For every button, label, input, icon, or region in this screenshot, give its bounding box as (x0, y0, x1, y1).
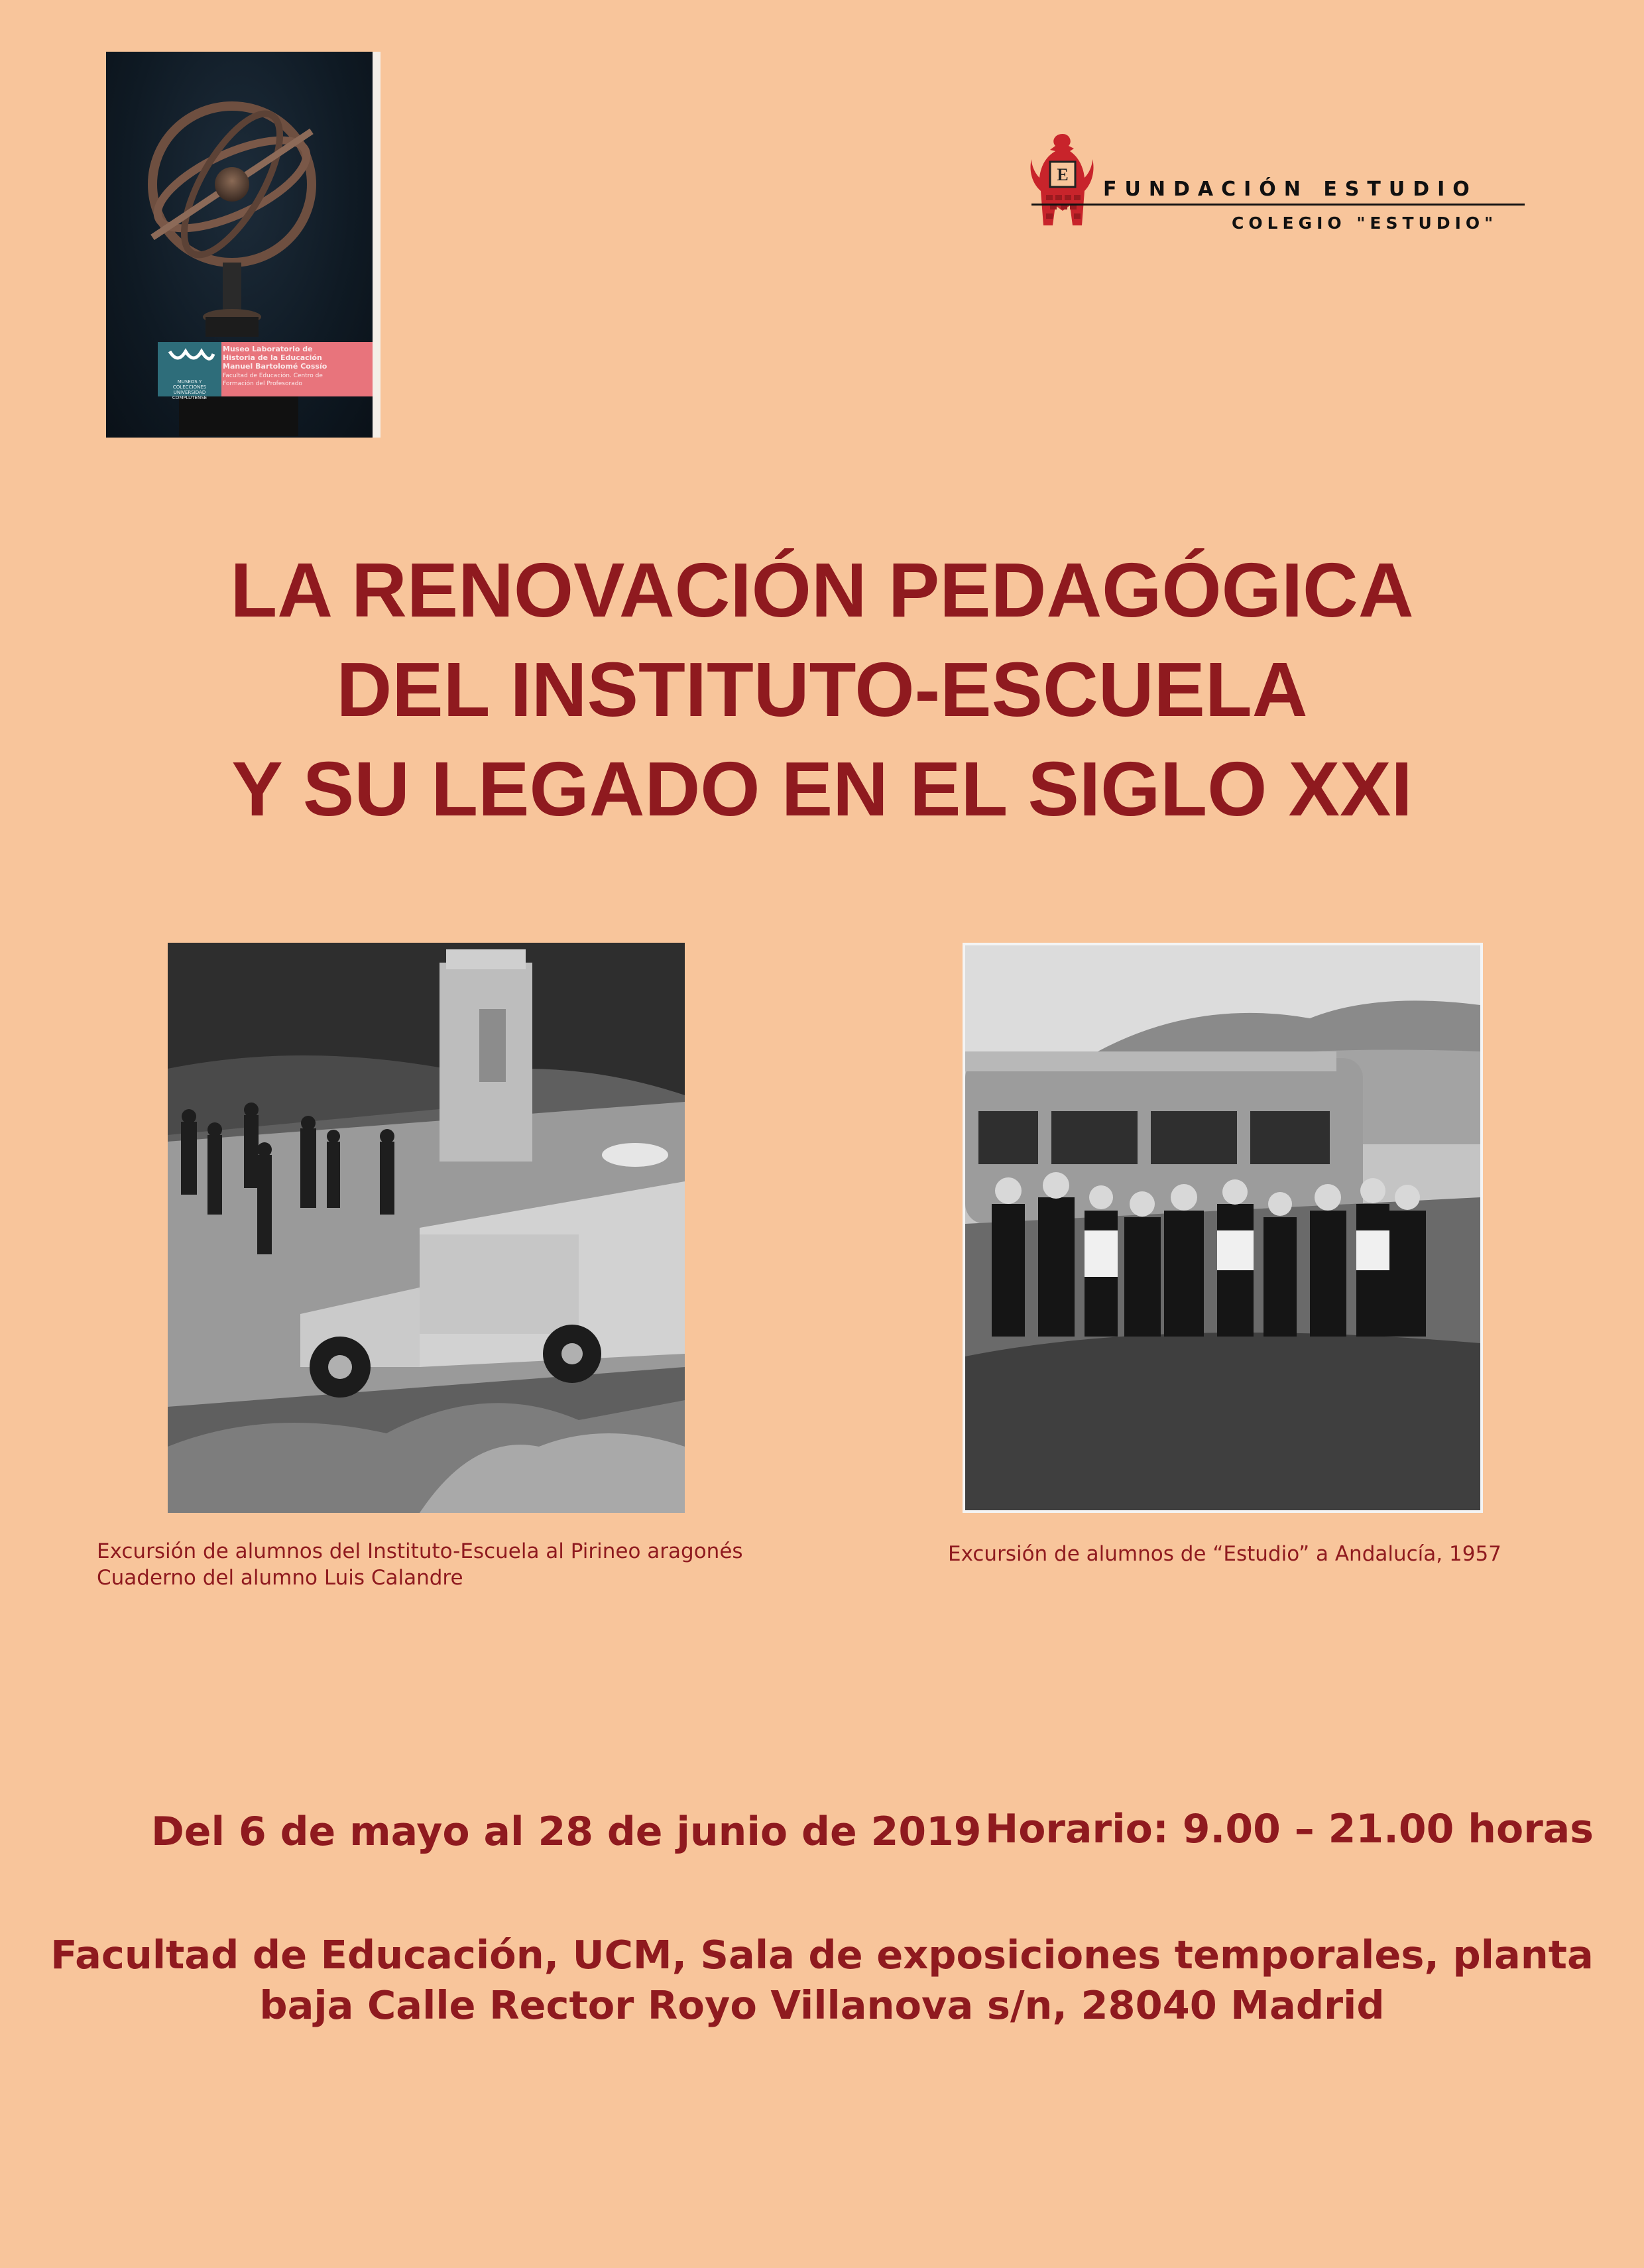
exhibition-address-line: baja Calle Rector Royo Villanova s/n, 28040 Madrid (259, 1982, 1385, 2028)
foundation-divider (1031, 204, 1525, 206)
cover-label-small: Formación del Profesorado (223, 381, 302, 387)
cover-label-line: Manuel Bartolomé Cossío (223, 362, 327, 371)
museum-catalog-cover (106, 52, 381, 438)
exhibition-title-line: DEL INSTITUTO-ESCUELA (336, 646, 1308, 733)
photo-caption: Cuaderno del alumno Luis Calandre (97, 1566, 463, 1590)
photo-andalucia-excursion (963, 943, 1483, 1513)
cover-label-small: Facultad de Educación. Centro de (223, 373, 323, 379)
foundation-subtitle: COLEGIO "ESTUDIO" (1232, 213, 1498, 233)
svg-text:E: E (1057, 165, 1069, 184)
exhibition-title-line: LA RENOVACIÓN PEDAGÓGICA (230, 547, 1414, 633)
photo-caption: Excursión de alumnos del Instituto-Escuela al Pirineo aragonés (97, 1539, 743, 1563)
exhibition-address-line: Facultad de Educación, UCM, Sala de exposiciones temporales, planta (50, 1932, 1594, 1978)
photo-caption: Excursión de alumnos de “Estudio” a Andalucía, 1957 (948, 1542, 1501, 1566)
cover-side-text: MUSEOS Y COLECCIONES UNIVERSIDAD COMPLUTENSE (172, 379, 207, 400)
eagle-emblem-icon (1026, 126, 1099, 245)
exhibition-dates: Del 6 de mayo al 28 de junio de 2019 (151, 1809, 982, 1855)
exhibition-title-line: Y SU LEGADO EN EL SIGLO XXI (231, 746, 1413, 832)
photo-pyrenees-excursion (168, 943, 685, 1513)
exhibition-schedule: Horario: 9.00 – 21.00 horas (985, 1806, 1594, 1852)
cover-label-line: Historia de la Educación (223, 353, 322, 362)
cover-label-line: Museo Laboratorio de (223, 345, 313, 353)
foundation-name: FUNDACIÓN ESTUDIO (1103, 178, 1478, 201)
